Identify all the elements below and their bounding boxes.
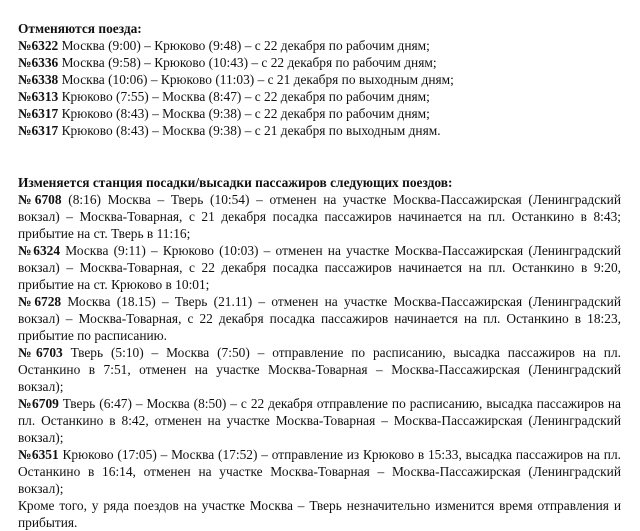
cancelled-trains-heading: Отменяются поезда: xyxy=(18,21,142,36)
changed-train-item xyxy=(18,344,621,395)
changed-train-item xyxy=(18,242,621,293)
footer-note: Кроме того, у ряда поездов на участке Москва – Тверь незначительно изменится время отправления и прибытия. xyxy=(18,498,621,530)
train-details: Москва (10:06) – Крюково (11:03) – с 21 декабря по выходным дням; xyxy=(58,72,454,87)
changed-train-item xyxy=(18,446,621,497)
train-number: №6317 xyxy=(18,123,59,138)
train-details: Тверь (5:10) – Москва (7:50) – отправление по расписанию, высадка пассажиров на пл. Останкино в 7:51, отменен на участке Москва-Товарная – Москва-Пассажирская (Ленинградский вокзал); xyxy=(18,345,621,394)
cancelled-train-item xyxy=(18,122,621,139)
train-details: Крюково (17:05) – Москва (17:52) – отправление из Крюково в 15:33, высадка пассажиров на пл. Останкино в 16:14, отменен на участке Москва-Товарная – Москва-Пассажирская (Ленинградский вокзал); xyxy=(18,447,621,496)
section-spacer xyxy=(18,139,621,174)
train-details: Крюково (7:55) – Москва (8:47) – с 22 декабря по рабочим дням; xyxy=(58,89,430,104)
train-details: Москва (9:11) – Крюково (10:03) – отменен на участке Москва-Пассажирская (Ленинградский вокзал) – Москва-Товарная, с 22 декабря посадка пассажиров начинается на пл. Останкино в 9:20, прибытие на ст. Крюково в 10:01; xyxy=(18,243,621,292)
train-number: №6336 xyxy=(18,55,59,70)
train-number: №6313 xyxy=(18,89,59,104)
train-number: №6728 xyxy=(18,294,62,309)
cancelled-train-item xyxy=(18,71,621,88)
document-body xyxy=(18,20,621,531)
cancelled-train-item xyxy=(18,105,621,122)
cancelled-train-item xyxy=(18,54,621,71)
changed-stations-heading: Изменяется станция посадки/высадки пассажиров следующих поездов: xyxy=(18,175,453,190)
cancelled-train-item xyxy=(18,37,621,54)
changed-train-item xyxy=(18,395,621,446)
train-number: №6703 xyxy=(18,345,63,360)
train-details: Крюково (8:43) – Москва (9:38) – с 22 декабря по рабочим дням; xyxy=(58,106,430,121)
train-details: Крюково (8:43) – Москва (9:38) – с 21 декабря по выходным дням. xyxy=(58,123,441,138)
train-number: №6338 xyxy=(18,72,59,87)
train-details: (8:16) Москва – Тверь (10:54) – отменен на участке Москва-Пассажирская (Ленинградский вокзал) – Москва-Товарная, с 21 декабря посадка пассажиров начинается на пл. Останкино в 8:43; прибытие на ст. Тверь в 11:16; xyxy=(18,192,621,241)
changed-train-item xyxy=(18,191,621,242)
changed-train-item xyxy=(18,293,621,344)
train-number: №6322 xyxy=(18,38,59,53)
train-number: №6317 xyxy=(18,106,59,121)
train-details: Москва (9:00) – Крюково (9:48) – с 22 декабря по рабочим дням; xyxy=(58,38,430,53)
train-number: №6708 xyxy=(18,192,62,207)
train-number: №6351 xyxy=(18,447,59,462)
cancelled-train-item xyxy=(18,88,621,105)
train-details: Москва (18.15) – Тверь (21.11) – отменен на участке Москва-Пассажирская (Ленинградский вокзал) – Москва-Товарная, с 22 декабря посадка пассажиров начинается на пл. Останкино в 18:23, прибытие по расписанию. xyxy=(18,294,621,343)
train-number: №6324 xyxy=(18,243,61,258)
train-details: Тверь (6:47) – Москва (8:50) – с 22 декабря отправление по расписанию, высадка пассажиров на пл. Останкино в 8:42, отменен на участке Москва-Товарная – Москва-Пассажирская (Ленинградский вокзал); xyxy=(18,396,621,445)
train-details: Москва (9:58) – Крюково (10:43) – с 22 декабря по рабочим дням; xyxy=(58,55,437,70)
train-number: №6709 xyxy=(18,396,59,411)
